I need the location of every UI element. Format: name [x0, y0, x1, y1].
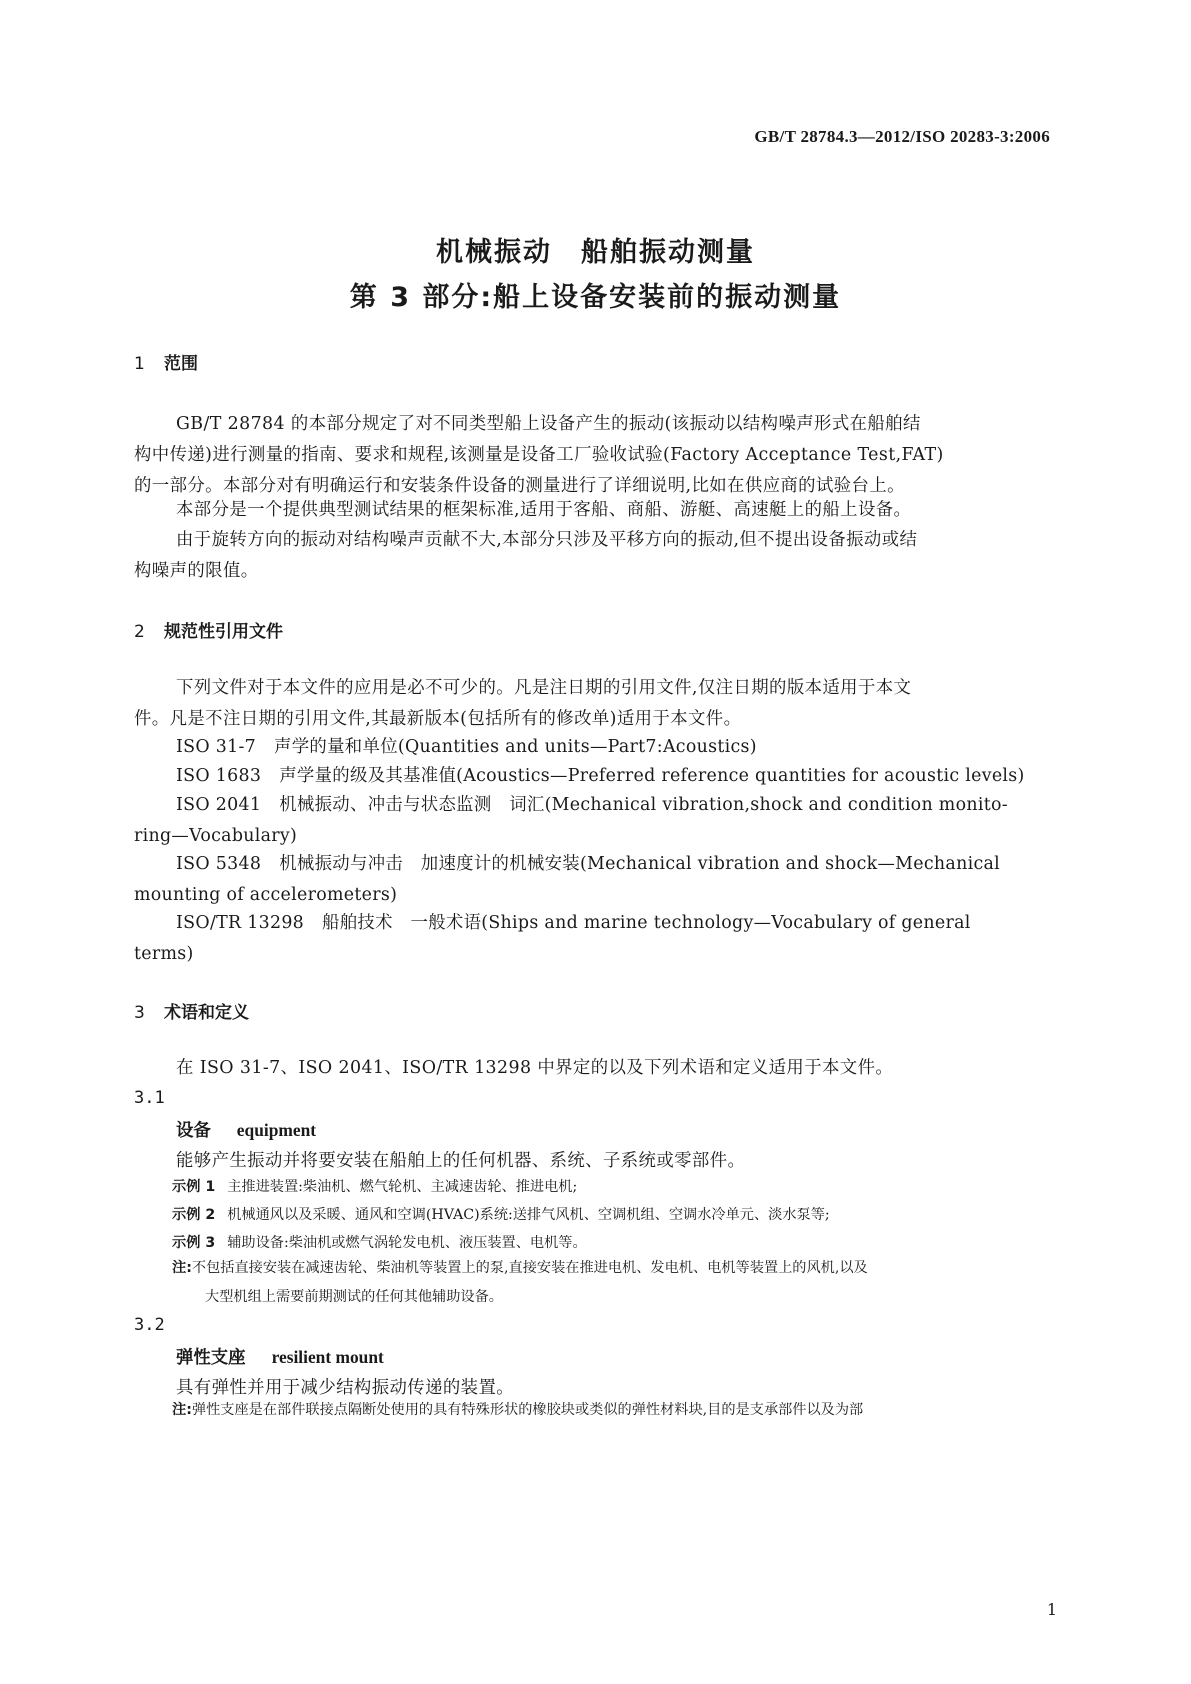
clause-number: 3.2	[134, 1315, 165, 1335]
term-english: resilient mount	[271, 1347, 384, 1367]
reference-title: 声学量的级及其基准值(Acoustics—Preferred reference quantities for acoustic levels)	[279, 766, 1025, 786]
example-text: 主推进装置:柴油机、燃气轮机、主减速齿轮、推进电机;	[227, 1179, 578, 1195]
example-label: 示例 1	[172, 1179, 216, 1195]
term-definition: 具有弹性并用于减少结构振动传递的装置。	[176, 1378, 515, 1398]
example-item	[172, 1176, 577, 1196]
reference-continuation: ring—Vocabulary)	[134, 826, 298, 846]
reference-item	[134, 790, 1056, 852]
reference-item	[134, 908, 1056, 970]
term-entry	[176, 1116, 316, 1141]
note	[172, 1396, 1056, 1425]
reference-item	[134, 732, 1056, 763]
section-title: 术语和定义	[164, 1003, 249, 1023]
reference-code: ISO/TR 13298	[176, 913, 305, 933]
term-chinese: 弹性支座	[176, 1348, 246, 1368]
section-number: 1	[134, 354, 145, 374]
section-number: 2	[134, 622, 145, 642]
note-text: 不包括直接安装在减速齿轮、柴油机等装置上的泵,直接安装在推进电机、发电机、电机等装置上的风机,以及	[191, 1260, 868, 1276]
text-line: 构中传递)进行测量的指南、要求和规程,该测量是设备工厂验收试验(Factory Acceptance Test,FAT)	[134, 445, 944, 465]
text-line: 下列文件对于本文件的应用是必不可少的。凡是注日期的引用文件,仅注日期的版本适用于本文	[176, 678, 912, 698]
note-text-continuation: 大型机组上需要前期测试的任何其他辅助设备。	[205, 1289, 503, 1305]
document-title-line2: 第 3 部分:船上设备安装前的振动测量	[349, 282, 842, 313]
standard-identifier: GB/T 28784.3—2012/ISO 20283-3:2006	[754, 127, 1050, 146]
text-line: GB/T 28784 的本部分规定了对不同类型船上设备产生的振动(该振动以结构噪声形式在船舶结	[176, 414, 921, 434]
document-title-line1: 机械振动 船舶振动测量	[436, 237, 755, 268]
example-text: 辅助设备:柴油机或燃气涡轮发电机、液压装置、电机等。	[227, 1235, 587, 1251]
scope-paragraph-1	[134, 409, 1056, 502]
terms-intro: 在 ISO 31-7、ISO 2041、ISO/TR 13298 中界定的以及下列术语和定义适用于本文件。	[176, 1058, 894, 1078]
reference-title: 机械振动与冲击 加速度计的机械安装(Mechanical vibration and shock—Mechanical	[279, 854, 1001, 874]
reference-title: 船舶技术 一般术语(Ships and marine technology—Vocabulary of general	[322, 913, 971, 933]
example-label: 示例 2	[172, 1207, 216, 1223]
term-english: equipment	[236, 1120, 317, 1140]
text-line: 构噪声的限值。	[134, 561, 259, 581]
reference-code: ISO 5348	[176, 854, 262, 874]
section-title: 范围	[164, 354, 198, 374]
reference-title: 机械振动、冲击与状态监测 词汇(Mechanical vibration,shock and condition monito-	[279, 795, 1008, 815]
reference-continuation: mounting of accelerometers)	[134, 885, 398, 905]
reference-title: 声学的量和单位(Quantities and units—Part7:Acoustics)	[274, 737, 757, 757]
note-label: 注:	[172, 1260, 192, 1276]
text-line: 由于旋转方向的振动对结构噪声贡献不大,本部分只涉及平移方向的振动,但不提出设备振动或结	[176, 530, 918, 550]
reference-code: ISO 2041	[176, 795, 262, 815]
reference-code: ISO 31-7	[176, 737, 257, 757]
note	[172, 1254, 1056, 1312]
section-number: 3	[134, 1003, 145, 1023]
example-item	[172, 1204, 830, 1224]
reference-item	[134, 761, 1056, 792]
example-text: 机械通风以及采暖、通风和空调(HVAC)系统:送排气风机、空调机组、空调水冷单元、淡水泵等;	[227, 1207, 830, 1223]
term-chinese: 设备	[176, 1121, 211, 1141]
references-intro	[134, 673, 1056, 735]
note-label: 注:	[172, 1402, 192, 1418]
reference-item	[134, 849, 1056, 911]
section-1-heading	[134, 349, 198, 374]
clause-number: 3.1	[134, 1088, 165, 1108]
text-line: 件。凡是不注日期的引用文件,其最新版本(包括所有的修改单)适用于本文件。	[134, 709, 742, 729]
term-definition: 能够产生振动并将要安装在船舶上的任何机器、系统、子系统或零部件。	[176, 1151, 746, 1171]
scope-paragraph-2: 本部分是一个提供典型测试结果的框架标准,适用于客船、商船、游艇、高速艇上的船上设备。	[176, 500, 912, 520]
section-title: 规范性引用文件	[164, 622, 283, 642]
example-label: 示例 3	[172, 1235, 216, 1251]
example-item	[172, 1232, 587, 1252]
reference-code: ISO 1683	[176, 766, 262, 786]
reference-continuation: terms)	[134, 944, 194, 964]
section-3-heading	[134, 998, 249, 1023]
section-2-heading	[134, 617, 283, 642]
page-number: 1	[1046, 1600, 1057, 1619]
scope-paragraph-3	[134, 525, 1056, 587]
text-line: 的一部分。本部分对有明确运行和安装条件设备的测量进行了详细说明,比如在供应商的试验台上。	[134, 476, 905, 496]
note-text: 弹性支座是在部件联接点隔断处使用的具有特殊形状的橡胶块或类似的弹性材料块,目的是支承部件以及为部	[191, 1402, 864, 1418]
term-entry	[176, 1343, 384, 1368]
